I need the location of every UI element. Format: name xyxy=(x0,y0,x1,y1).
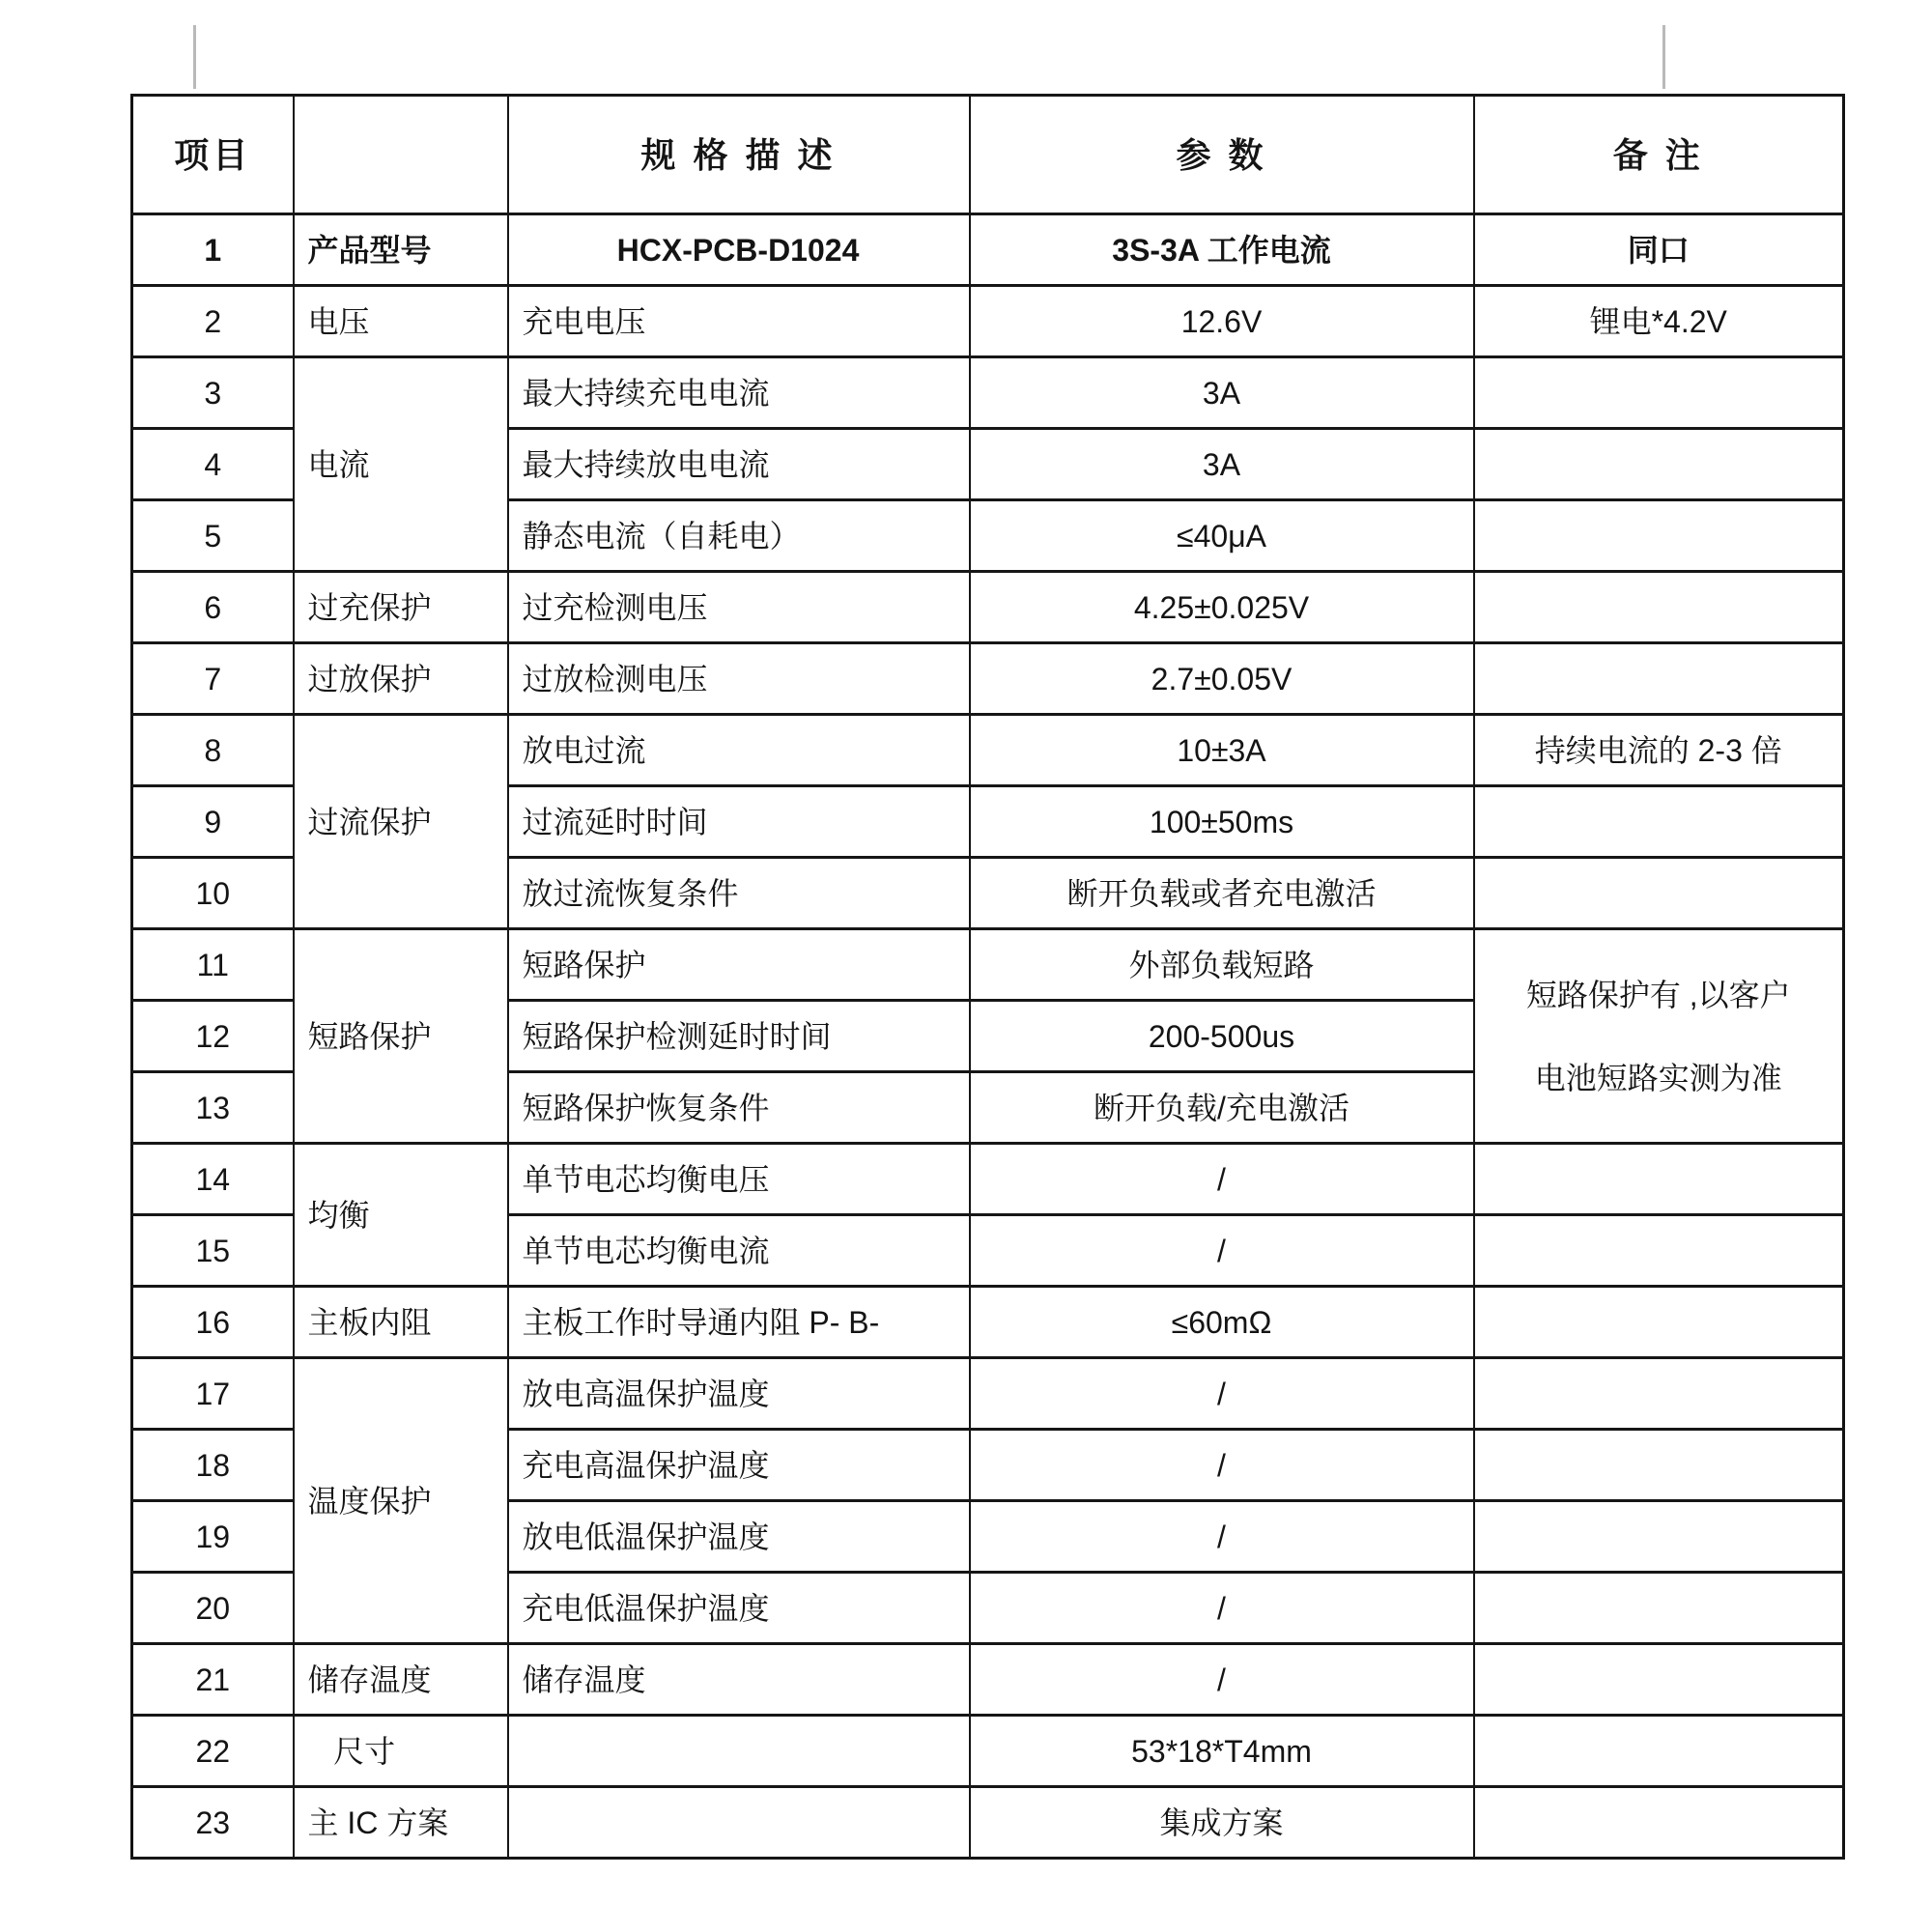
page-margin-guide-left xyxy=(193,25,196,89)
param: 2.7±0.05V xyxy=(970,643,1474,715)
spec: 过放检测电压 xyxy=(508,643,970,715)
table-row-22 xyxy=(132,1716,1844,1787)
category: 产品型号 xyxy=(294,214,508,286)
remark xyxy=(1474,1358,1844,1430)
spec: 最大持续放电电流 xyxy=(508,429,970,500)
spec: 放电低温保护温度 xyxy=(508,1501,970,1573)
header-param: 参 数 xyxy=(970,96,1474,214)
category: 过放保护 xyxy=(294,643,508,715)
remark: 锂电*4.2V xyxy=(1474,286,1844,357)
remark: 同口 xyxy=(1474,214,1844,286)
category: 尺寸 xyxy=(294,1716,508,1787)
item-no: 18 xyxy=(132,1430,294,1501)
param: 外部负载短路 xyxy=(970,929,1474,1001)
remark xyxy=(1474,858,1844,929)
param: 3A xyxy=(970,429,1474,500)
param: 200-500us xyxy=(970,1001,1474,1072)
table-row-21 xyxy=(132,1644,1844,1716)
param: / xyxy=(970,1644,1474,1716)
param: / xyxy=(970,1215,1474,1287)
item-no: 16 xyxy=(132,1287,294,1358)
param: 3A xyxy=(970,357,1474,429)
spec: 充电低温保护温度 xyxy=(508,1573,970,1644)
item-no: 8 xyxy=(132,715,294,786)
param: 12.6V xyxy=(970,286,1474,357)
remark-merged xyxy=(1474,929,1844,1144)
header-spec: 规 格 描 述 xyxy=(508,96,970,214)
item-no: 14 xyxy=(132,1144,294,1215)
category: 储存温度 xyxy=(294,1644,508,1716)
remark xyxy=(1474,1215,1844,1287)
remark xyxy=(1474,1787,1844,1859)
remark xyxy=(1474,1573,1844,1644)
category: 温度保护 xyxy=(294,1358,508,1644)
spec: 放过流恢复条件 xyxy=(508,858,970,929)
spec: 过流延时时间 xyxy=(508,786,970,858)
param: ≤40μA xyxy=(970,500,1474,572)
table-row-23 xyxy=(132,1787,1844,1859)
table-row-17 xyxy=(132,1358,1844,1430)
item-no: 13 xyxy=(132,1072,294,1144)
spec: 短路保护恢复条件 xyxy=(508,1072,970,1144)
remark xyxy=(1474,1716,1844,1787)
spec xyxy=(508,1716,970,1787)
spec: 主板工作时导通内阻 P- B- xyxy=(508,1287,970,1358)
param: 3S-3A 工作电流 xyxy=(970,214,1474,286)
remark xyxy=(1474,357,1844,429)
remark xyxy=(1474,500,1844,572)
spec xyxy=(508,1787,970,1859)
item-no: 4 xyxy=(132,429,294,500)
category: 电压 xyxy=(294,286,508,357)
item-no: 6 xyxy=(132,572,294,643)
param: 集成方案 xyxy=(970,1787,1474,1859)
item-no: 3 xyxy=(132,357,294,429)
spec: 放电过流 xyxy=(508,715,970,786)
item-no: 11 xyxy=(132,929,294,1001)
item-no: 21 xyxy=(132,1644,294,1716)
table-row-3 xyxy=(132,357,1844,429)
table-row-11 xyxy=(132,929,1844,1001)
spec: 短路保护 xyxy=(508,929,970,1001)
param: / xyxy=(970,1144,1474,1215)
table-row-16 xyxy=(132,1287,1844,1358)
remark-line-2: 电池短路实测为准 xyxy=(1534,1060,1782,1095)
item-no: 15 xyxy=(132,1215,294,1287)
table-row-7 xyxy=(132,643,1844,715)
remark xyxy=(1474,429,1844,500)
spec-table xyxy=(130,94,1845,1860)
spec: 单节电芯均衡电流 xyxy=(508,1215,970,1287)
remark xyxy=(1474,1501,1844,1573)
param: / xyxy=(970,1358,1474,1430)
remark xyxy=(1474,1287,1844,1358)
table-row-14 xyxy=(132,1144,1844,1215)
category: 主板内阻 xyxy=(294,1287,508,1358)
spec: 短路保护检测延时时间 xyxy=(508,1001,970,1072)
item-no: 17 xyxy=(132,1358,294,1430)
spec: 储存温度 xyxy=(508,1644,970,1716)
item-no: 7 xyxy=(132,643,294,715)
category: 均衡 xyxy=(294,1144,508,1287)
header-item: 项目 xyxy=(132,96,294,214)
remark xyxy=(1474,1430,1844,1501)
param: 10±3A xyxy=(970,715,1474,786)
header-category xyxy=(294,96,508,214)
param: 4.25±0.025V xyxy=(970,572,1474,643)
spec: 单节电芯均衡电压 xyxy=(508,1144,970,1215)
item-no: 2 xyxy=(132,286,294,357)
param: / xyxy=(970,1573,1474,1644)
item-no: 23 xyxy=(132,1787,294,1859)
spec: HCX-PCB-D1024 xyxy=(508,214,970,286)
remark xyxy=(1474,786,1844,858)
param: 100±50ms xyxy=(970,786,1474,858)
category: 过流保护 xyxy=(294,715,508,929)
category: 短路保护 xyxy=(294,929,508,1144)
item-no: 1 xyxy=(132,214,294,286)
remark xyxy=(1474,572,1844,643)
spec: 充电高温保护温度 xyxy=(508,1430,970,1501)
category: 主 IC 方案 xyxy=(294,1787,508,1859)
item-no: 5 xyxy=(132,500,294,572)
spec: 静态电流（自耗电） xyxy=(508,500,970,572)
item-no: 9 xyxy=(132,786,294,858)
param: 断开负载或者充电激活 xyxy=(970,858,1474,929)
category: 过充保护 xyxy=(294,572,508,643)
remark-line-1: 短路保护有 ,以客户 xyxy=(1525,977,1791,1012)
remark xyxy=(1474,1644,1844,1716)
item-no: 20 xyxy=(132,1573,294,1644)
spec: 过充检测电压 xyxy=(508,572,970,643)
item-no: 22 xyxy=(132,1716,294,1787)
item-no: 19 xyxy=(132,1501,294,1573)
category: 电流 xyxy=(294,357,508,572)
table-row-1 xyxy=(132,214,1844,286)
item-no: 10 xyxy=(132,858,294,929)
spec: 放电高温保护温度 xyxy=(508,1358,970,1430)
spec: 最大持续充电电流 xyxy=(508,357,970,429)
remark xyxy=(1474,1144,1844,1215)
header-row xyxy=(132,96,1844,214)
param: / xyxy=(970,1430,1474,1501)
remark: 持续电流的 2-3 倍 xyxy=(1474,715,1844,786)
table-row-8 xyxy=(132,715,1844,786)
spec: 充电电压 xyxy=(508,286,970,357)
param: / xyxy=(970,1501,1474,1573)
param: ≤60mΩ xyxy=(970,1287,1474,1358)
page-margin-guide-right xyxy=(1662,25,1665,89)
param: 53*18*T4mm xyxy=(970,1716,1474,1787)
remark xyxy=(1474,643,1844,715)
header-remark: 备 注 xyxy=(1474,96,1844,214)
param: 断开负载/充电激活 xyxy=(970,1072,1474,1144)
table-row-2 xyxy=(132,286,1844,357)
table-row-6 xyxy=(132,572,1844,643)
item-no: 12 xyxy=(132,1001,294,1072)
